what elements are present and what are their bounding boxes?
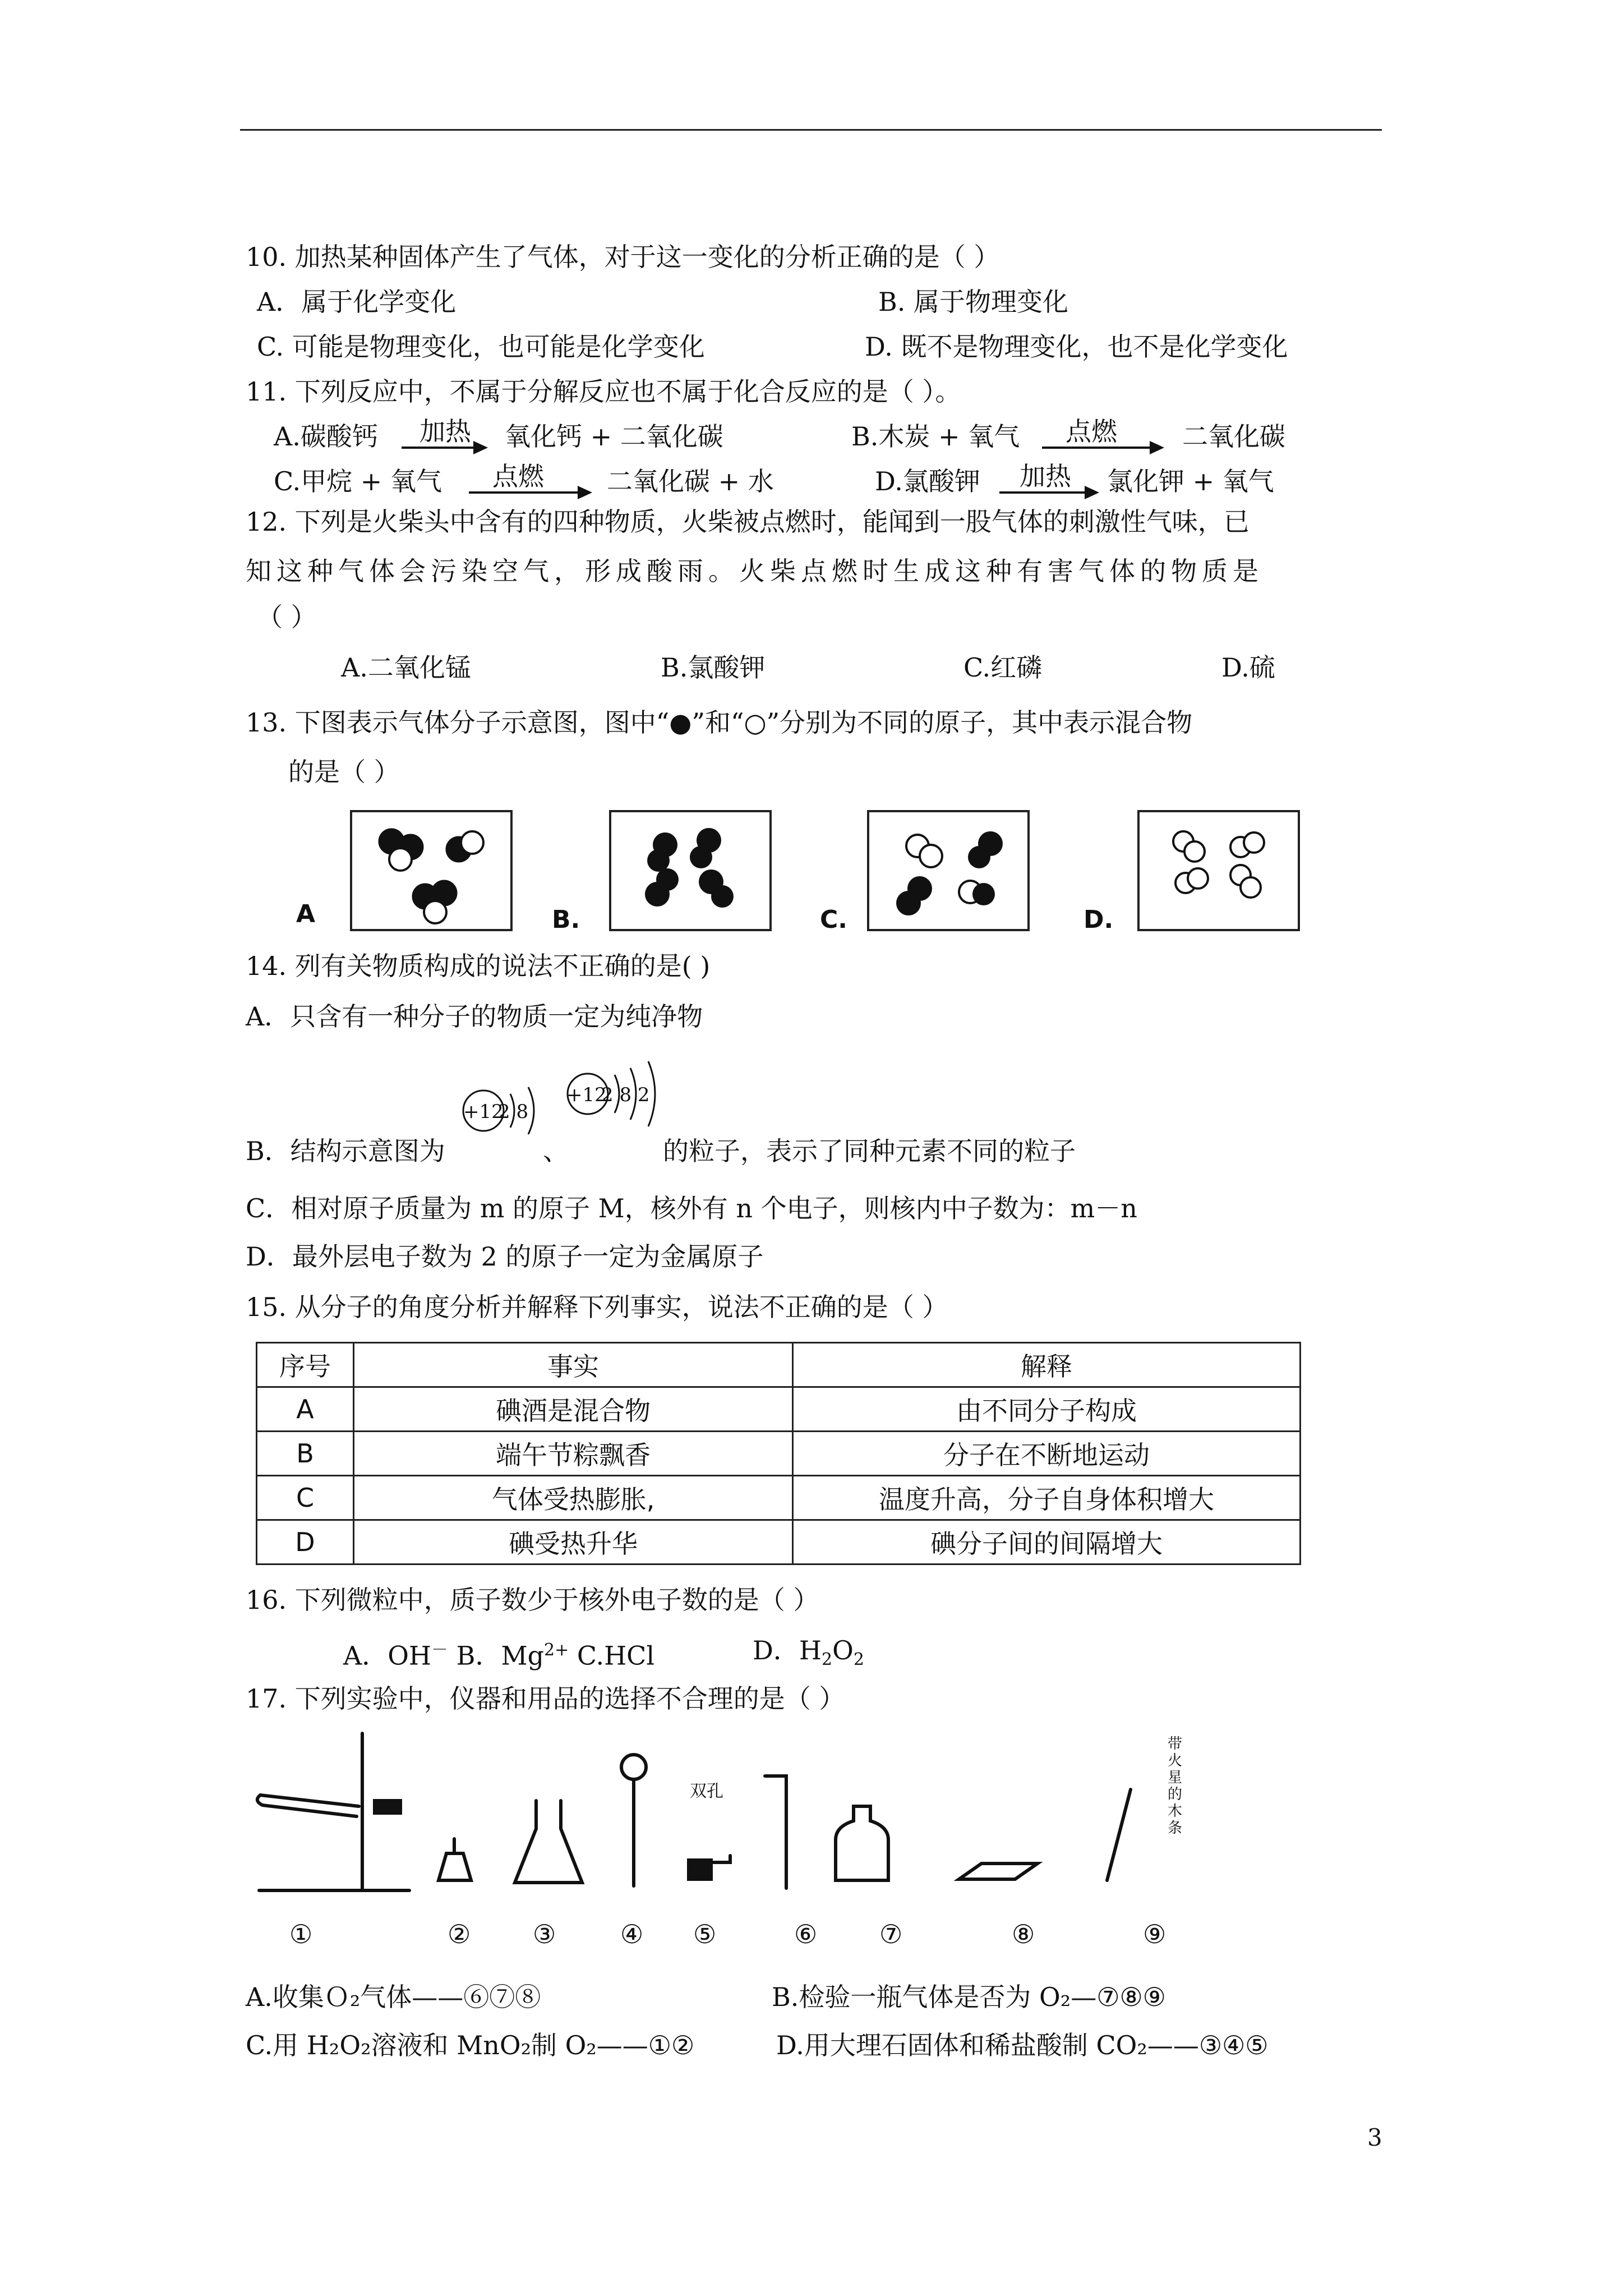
q15-table: [256, 1342, 1301, 1565]
apparatus-number-2: ②: [448, 1919, 471, 1949]
q11-b-product: 二氧化碳: [1182, 421, 1285, 452]
q16-option-c: C.HCl: [569, 1640, 655, 1671]
q13-line1: 13. 下图表示气体分子示意图，图中“●”和“○”分别为不同的原子，其中表示混合物: [246, 707, 1193, 738]
q16-option-b-charge: 2+: [544, 1640, 569, 1660]
q16-option-a-charge: －: [431, 1640, 449, 1660]
q12-option-d: D.硫: [1221, 652, 1275, 683]
q16-option-d-sub1: 2: [822, 1650, 833, 1670]
apparatus-number-1: ①: [289, 1919, 313, 1949]
q14-option-b-post: 的粒子，表示了同种元素不同的粒子: [663, 1136, 1076, 1166]
q10-option-a: A．属于化学变化: [257, 287, 457, 317]
molecule-diagram-d: [1140, 812, 1298, 929]
q12-line3: （ ）: [257, 602, 317, 632]
table-cell: A: [257, 1387, 354, 1432]
q14-option-d: D．最外层电子数为 2 的原子一定为金属原子: [246, 1241, 764, 1272]
q15-stem: 15. 从分子的角度分析并解释下列事实，说法不正确的是（ ）: [246, 1292, 948, 1322]
lab-apparatus-figure: [247, 1722, 1256, 1913]
q17-stem: 17. 下列实验中，仪器和用品的选择不合理的是（ ）: [246, 1683, 845, 1714]
molecule-label-a: A: [296, 900, 316, 928]
table-header-cell: 事实: [354, 1343, 793, 1387]
q16-stem: 16. 下列微粒中，质子数少于核外电子数的是（ ）: [246, 1585, 819, 1615]
q12-option-b: B.氯酸钾: [661, 652, 766, 683]
q11-b-condition: 点燃: [1066, 416, 1117, 447]
molecule-box-a: [350, 810, 513, 931]
q10-stem: 10. 加热某种固体产生了气体，对于这一变化的分析正确的是（ ）: [246, 242, 1000, 272]
q11-c-product: 二氧化碳 + 水: [607, 466, 774, 496]
table-row: [257, 1520, 1301, 1565]
q10-option-c: C. 可能是物理变化，也可能是化学变化: [257, 332, 705, 362]
table-cell: 碘酒是混合物: [354, 1387, 793, 1432]
atom2-shells: 2 8 2: [601, 1084, 650, 1106]
q14-option-c: C．相对原子质量为 m 的原子 M，核外有 n 个电子，则核内中子数为：m－n: [246, 1193, 1137, 1223]
q13-line2: 的是（ ）: [288, 757, 400, 787]
table-cell: B: [257, 1432, 354, 1476]
atom1-nucleus: +12: [463, 1101, 504, 1123]
q10-option-b: B. 属于物理变化: [878, 287, 1069, 317]
q11-b-reactant: B.木炭 + 氧气: [851, 421, 1020, 452]
q14-stem: 14. 列有关物质构成的说法不正确的是( ): [246, 951, 711, 981]
molecule-box-c: [867, 810, 1030, 931]
q14-option-a: A．只含有一种分子的物质一定为纯净物: [246, 1001, 703, 1032]
apparatus-number-3: ③: [533, 1919, 556, 1949]
molecule-diagram-c: [869, 812, 1027, 929]
atom2-nucleus: +12: [566, 1084, 607, 1106]
molecule-box-d: [1137, 810, 1300, 931]
q12-line2: 知这种气体会污染空气，形成酸雨。火柴点燃时生成这种有害气体的物质是: [246, 556, 1264, 586]
two-hole-label: 双孔: [690, 1782, 723, 1801]
splint-label: 带火星的木条: [1168, 1736, 1183, 1837]
apparatus-number-4: ④: [620, 1919, 644, 1949]
apparatus-number-6: ⑥: [794, 1919, 818, 1949]
table-cell: C: [257, 1476, 354, 1520]
header-rule: [240, 129, 1382, 131]
q16-option-d-h: D．H: [753, 1635, 822, 1665]
q16-option-b: B．Mg: [448, 1640, 545, 1671]
apparatus-number-9: ⑨: [1143, 1919, 1166, 1949]
q17-option-a: A.收集Ｏ₂气体——⑥⑦⑧: [246, 1982, 541, 2012]
q16-option-d-sub2: 2: [853, 1650, 864, 1670]
q11-c-arrow: [469, 491, 590, 494]
q11-c-reactant: C.甲烷 + 氧气: [274, 466, 442, 496]
q14-option-b-sep: 、: [543, 1136, 569, 1166]
q11-d-product: 氯化钾 + 氧气: [1107, 466, 1274, 496]
q12-option-c: C.红磷: [963, 652, 1043, 683]
table-cell: 温度升高，分子自身体积增大: [793, 1476, 1301, 1520]
table-header-cell: 序号: [257, 1343, 354, 1387]
table-cell: 由不同分子构成: [793, 1387, 1301, 1432]
table-cell: 碘分子间的间隔增大: [793, 1520, 1301, 1565]
q11-d-reactant: D.氯酸钾: [875, 466, 980, 496]
q11-b-arrow: [1042, 447, 1162, 449]
table-row: [257, 1432, 1301, 1476]
q17-option-b: B.检验一瓶气体是否为 O₂—⑦⑧⑨: [772, 1982, 1166, 2012]
q14-option-b-pre: B．结构示意图为: [246, 1136, 445, 1166]
table-header-cell: 解释: [793, 1343, 1301, 1387]
molecule-label-c: C.: [820, 905, 848, 934]
q16-option-a: A．OH: [343, 1640, 432, 1671]
table-cell: 端午节粽飘香: [354, 1432, 793, 1476]
molecule-diagram-b: [611, 812, 769, 929]
q10-option-d: D. 既不是物理变化，也不是化学变化: [865, 332, 1288, 362]
q11-a-product: 氧化钙 + 二氧化碳: [505, 421, 723, 452]
apparatus-number-7: ⑦: [879, 1919, 903, 1949]
table-cell: 气体受热膨胀,: [354, 1476, 793, 1520]
molecule-box-b: [609, 810, 772, 931]
q12-line1: 12. 下列是火柴头中含有的四种物质，火柴被点燃时，能闻到一股气体的刺激性气味，已: [246, 507, 1249, 537]
q16-options-abc: [343, 1634, 654, 1672]
q16-option-d: [753, 1634, 864, 1677]
page-number: 3: [1367, 2124, 1382, 2151]
table-cell: 碘受热升华: [354, 1520, 793, 1565]
table-row: [257, 1476, 1301, 1520]
q12-option-a: A.二氧化锰: [341, 652, 471, 683]
apparatus-number-8: ⑧: [1012, 1919, 1035, 1949]
molecule-label-d: D.: [1083, 905, 1114, 934]
apparatus-number-5: ⑤: [693, 1919, 717, 1949]
q11-stem: 11. 下列反应中，不属于分解反应也不属于化合反应的是（ ）。: [246, 376, 961, 407]
atom1-shells: 2 8: [498, 1101, 529, 1123]
q17-option-c: C.用 H₂O₂溶液和 MnO₂制 O₂——①②: [246, 2030, 695, 2060]
molecule-label-b: B.: [552, 905, 580, 934]
q11-a-arrow: [402, 447, 486, 449]
table-header-row: [257, 1343, 1301, 1387]
table-cell: 分子在不断地运动: [793, 1432, 1301, 1476]
q11-a-reactant: A.碳酸钙: [274, 421, 378, 452]
q11-c-condition: 点燃: [492, 461, 544, 491]
table-cell: D: [257, 1520, 354, 1565]
table-row: [257, 1387, 1301, 1432]
q11-a-condition: 加热: [419, 416, 471, 447]
molecule-diagram-a: [352, 812, 510, 929]
q11-d-arrow: [999, 491, 1097, 494]
q17-option-d: D.用大理石固体和稀盐酸制 CO₂——③④⑤: [776, 2030, 1269, 2060]
q11-d-condition: 加热: [1020, 461, 1071, 491]
q16-option-d-o: O: [832, 1635, 854, 1665]
